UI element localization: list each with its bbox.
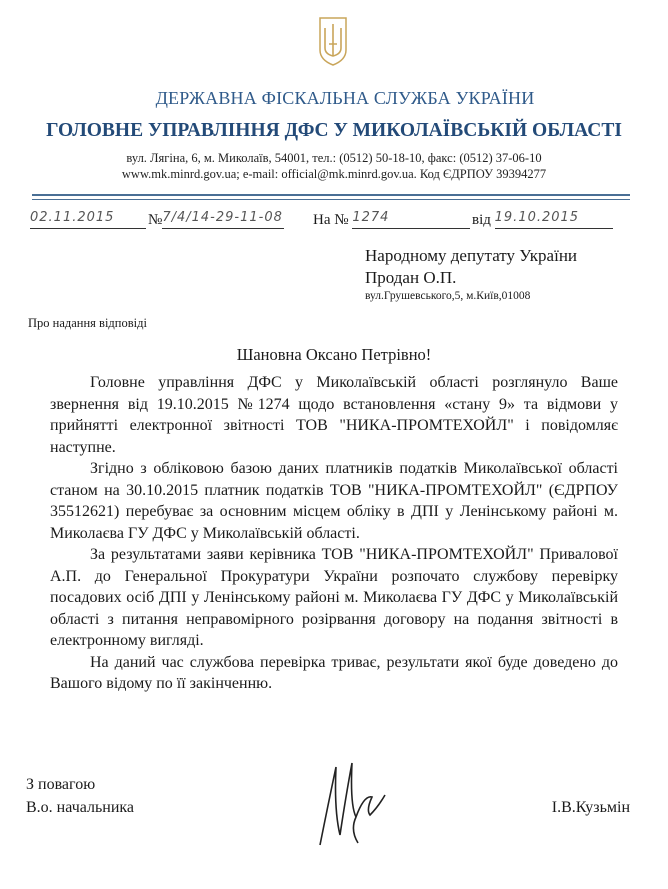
signature-icon [300,755,400,855]
department-title: ГОЛОВНЕ УПРАВЛІННЯ ДФС У МИКОЛАЇВСЬКІЙ ОБЛАСТІ [46,120,622,141]
number-label: № [148,212,163,228]
contact-line: www.mk.minrd.gov.ua; e-mail: official@mk.minrd.gov.ua. Код ЄДРПОУ 39394277 [121,167,547,181]
address-line: вул. Лягіна, 6, м. Миколаїв, 54001, тел.: (0512) 50-18-10, факс: (0512) 37-06-10 [126,151,542,165]
outgoing-date-value: 02.11.2015 [30,210,146,229]
paragraph: За результатами заяви керівника ТОВ "НИКА-ПРОМТЕХОЙЛ" Привалової А.П. до Генеральної Прокуратури України розпочато службову перевірку посадових осіб ДПІ у Ленінському районі м. Миколаєва ГУ ДФС у Миколаївській області з питання неправомірного розірвання договору на подання звітності в електронному вигляді. [50,546,618,649]
recipient-name: Продан О.П. [365,268,457,287]
signatory-name: І.В.Кузьмін [551,799,630,816]
incoming-date-value: 19.10.2015 [495,210,613,229]
header-divider-thin [32,199,630,200]
paragraph: Головне управління ДФС у Миколаївській області розглянуло Ваше звернення від 19.10.2015 №1274 щодо встановлення «стану 9» та відмови у прийнятті електронної звітності ТОВ "НИКА-ПРОМТЕХОЙЛ" і повідомляє наступне. [50,374,618,456]
recipient-address: вул.Грушевського,5, м.Київ,01008 [365,290,531,302]
closing-regards: З повагою [26,776,96,793]
outgoing-date [30,210,146,230]
paragraph: На даний час службова перевірка триває, результати якої буде доведено до Вашого відому по її закінченню. [50,653,618,692]
greeting: Шановна Оксано Петрівно! [236,345,432,364]
agency-title: ДЕРЖАВНА ФІСКАЛЬНА СЛУЖБА УКРАЇНИ [155,88,535,108]
letter-body [50,372,618,695]
paragraph: Згідно з обліковою базою даних платників податків Миколаївської області станом на 30.10.2015 платник податків ТОВ "НИКА-ПРОМТЕХОЙЛ" (ЄДРПОУ 35512621) перебуває за основним місцем обліку в ДПІ у Ленінському районі м. Миколаєва ГУ ДФС у Миколаївській області. [50,460,618,542]
in-reply-label: На № [313,212,349,228]
incoming-date [472,210,613,230]
incoming-number-value: 1274 [352,210,470,229]
outgoing-number [148,210,284,230]
outgoing-number-value: 7/4/14-29-11-08 [162,210,284,229]
subject: Про надання відповіді [28,316,147,330]
from-label: від [472,212,491,228]
trident-crest-icon [300,14,366,68]
header-divider [32,194,630,196]
signatory-position: В.о. начальника [26,799,135,816]
recipient-title: Народному депутату України [365,246,578,265]
incoming-number [313,210,470,230]
